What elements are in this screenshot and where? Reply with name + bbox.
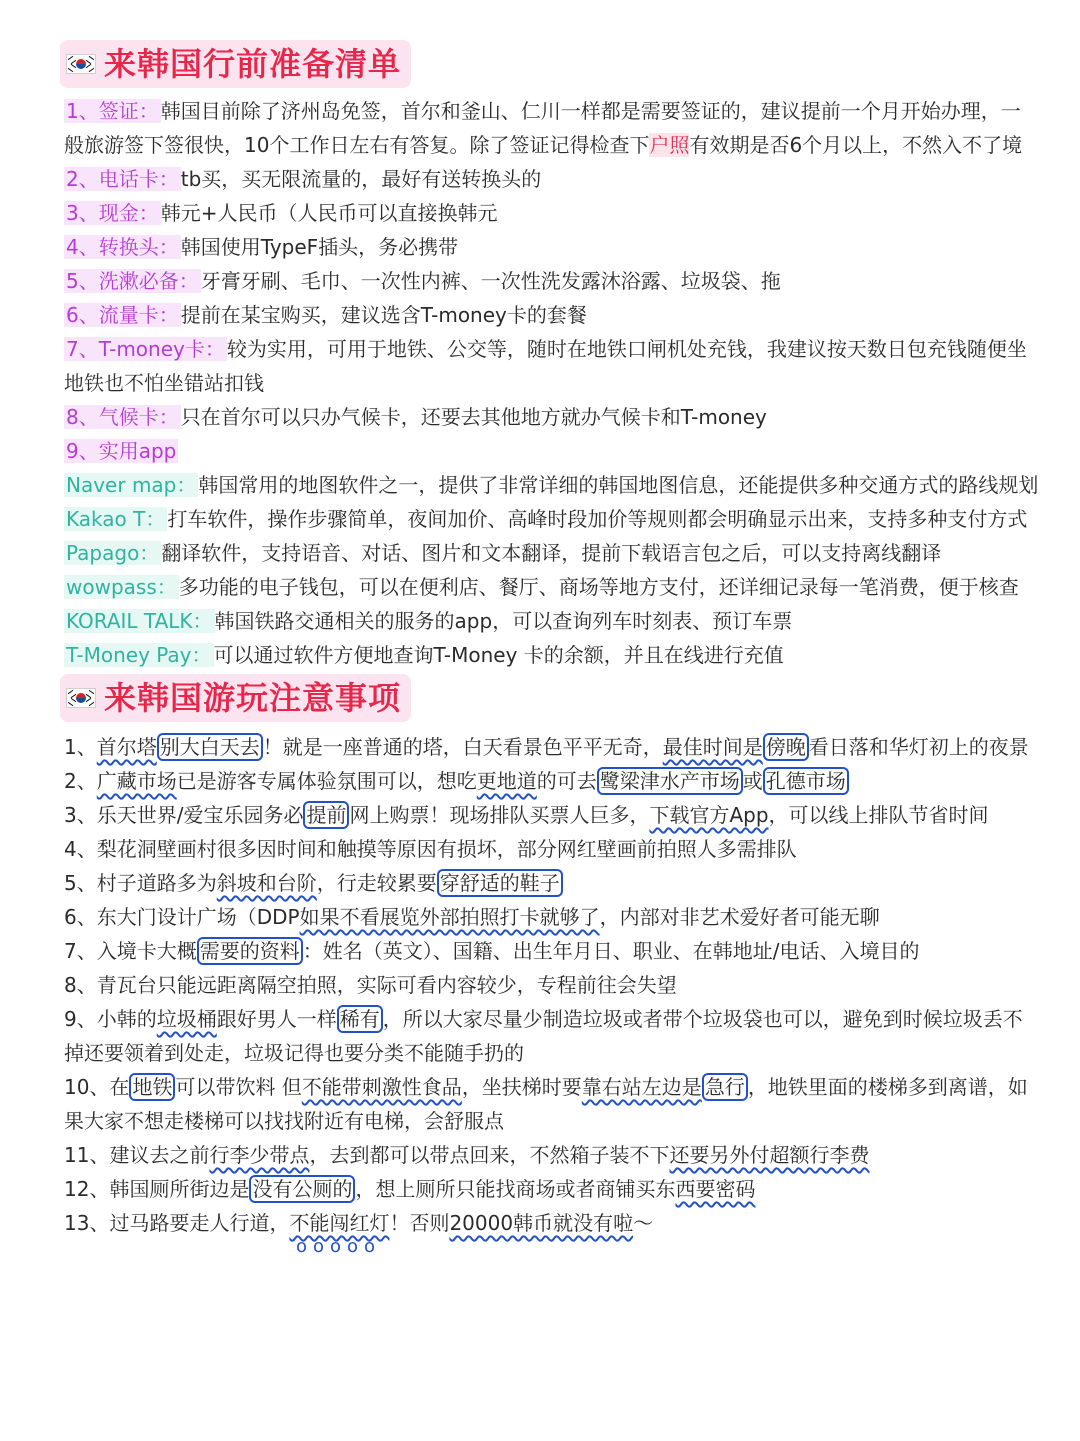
app-item: Kakao T： 打车软件，操作步骤简单，夜间加价、高峰时段加价等规则都会明确显示出来，支持多种支付方式 [66, 507, 1028, 531]
tip-text: 跟好男人一样 [216, 1007, 337, 1031]
prep-label: 8、气候卡： [66, 405, 179, 429]
tip-text: ，可以线上排队节省时间 [768, 803, 989, 827]
underlined-text: 首尔塔 [96, 735, 157, 759]
circled-text: 地铁 [129, 1073, 175, 1101]
app-label: Papago： [66, 541, 160, 565]
tip-text: 已是游客专属体验氛围可以，想吃 [176, 769, 477, 793]
prep-item-visa: 1、签证： 韩国目前除了济州岛免签，首尔和釜山、仁川一样都是需要签证的，建议提前一个月开始办理，一般旅游签下签很快，10个工作日左右有答复。除了签证记得检查下户照有效期是否6个月以上，不然入不了境 [64, 99, 1023, 157]
heading-tips-title: 来韩国游玩注意事项 [104, 679, 402, 717]
tip-item [64, 730, 1040, 764]
app-item: T-Money Pay： 可以通过软件方便地查询T-Money 卡的余额，并且在线进行充值 [66, 643, 784, 667]
underlined-text: 垃圾桶 [156, 1007, 217, 1031]
tip-item [64, 764, 1040, 798]
app-item: Papago： 翻译软件，支持语音、对话、图片和文本翻译，提前下载语言包之后，可以支持离线翻译 [66, 541, 942, 565]
circled-text: 傍晚 [763, 733, 809, 761]
tip-text: 1、 [64, 735, 97, 759]
tip-text: ，内部对非艺术爱好者可能无聊 [599, 905, 880, 929]
underlined-text: 斜坡和台阶 [216, 871, 317, 895]
tip-item [64, 1172, 1040, 1206]
tip-text: 6、东大门设计广场（DDP [64, 905, 300, 929]
tip-item [64, 1138, 1040, 1172]
tip-text: ，地铁里面的楼梯多到离谱，如果大家不想走楼梯可以找找附近有电梯，会舒服点 [64, 1075, 1028, 1133]
tip-text: 的可去 [536, 769, 597, 793]
circled-text: 穿舒适的鞋子 [437, 869, 563, 897]
circled-text: 没有公厕的 [249, 1175, 355, 1203]
tip-item [64, 1070, 1040, 1138]
tip-item [64, 934, 1040, 968]
tip-text: ，去到都可以带点回来，不然箱子装不下 [309, 1143, 670, 1167]
prep-label: 3、现金： [66, 201, 159, 225]
tip-text: 可以带饮料 但 [175, 1075, 302, 1099]
tip-text: 4、梨花洞壁画村很多因时间和触摸等原因有损坏，部分网红壁画前拍照人多需排队 [64, 837, 797, 861]
passport-highlight: 户照 [649, 133, 690, 157]
prep-item: 7、T-money卡： 较为实用，可用于地铁、公交等，随时在地铁口闸机处充钱，我建议按天数日包充钱随便坐地铁也不怕坐错站扣钱 [64, 337, 1027, 395]
tip-item [64, 1206, 1040, 1240]
tip-text: 3、乐天世界/爱宝乐园务必 [64, 803, 304, 827]
underlined-text: 如果不看展览外部拍照打卡就够了 [299, 905, 600, 929]
circled-text: 鹭梁津水产市场 [597, 767, 743, 795]
heading-prep-title: 来韩国行前准备清单 [104, 45, 402, 83]
circled-text: 提前 [303, 801, 349, 829]
prep-item: 4、转换头： 韩国使用TypeF插头，务必携带 [66, 235, 459, 259]
app-label: KORAIL TALK： [66, 609, 213, 633]
prep-label: 5、洗漱必备： [66, 269, 199, 293]
prep-item: 8、气候卡： 只在首尔可以只办气候卡，还要去其他地方就办气候卡和T-money [66, 405, 767, 429]
circled-text: 别大白天去 [157, 733, 263, 761]
app-item: KORAIL TALK： 韩国铁路交通相关的服务的app，可以查询列车时刻表、预订车票 [66, 609, 793, 633]
tip-item [64, 968, 1040, 1002]
app-item: wowpass： 多功能的电子钱包，可以在便利店、餐厅、商场等地方支付，还详细记录每一笔消费，便于核查 [66, 575, 1019, 599]
circled-text: 稀有 [337, 1005, 383, 1033]
underlined-text: 最佳时间是 [662, 735, 763, 759]
app-label: Naver map： [66, 473, 197, 497]
tip-item [64, 1002, 1040, 1070]
tip-item [64, 866, 1040, 900]
tip-text: ，坐扶梯时要 [461, 1075, 582, 1099]
prep-list [64, 94, 1040, 672]
prep-label: 1、签证： [66, 99, 159, 123]
tip-text: 7、入境卡大概 [64, 939, 197, 963]
circled-text: 需要的资料 [197, 937, 303, 965]
underlined-text: 下载官方App [649, 803, 769, 827]
tip-text: ，所以大家尽量少制造垃圾或者带个垃圾袋也可以，避免到时候垃圾丢不掉还要领着到处走，垃圾记得也要分类不能随手扔的 [64, 1007, 1023, 1065]
prep-item: 6、流量卡： 提前在某宝购买，建议选含T-money卡的套餐 [66, 303, 587, 327]
heading-tips [60, 674, 411, 722]
underlined-text: 更地道 [476, 769, 537, 793]
underlined-text: 不能带刺激性食品 [301, 1075, 462, 1099]
tip-text: 看日落和华灯初上的夜景 [808, 735, 1029, 759]
underlined-text: 20000韩币就没有啦 [449, 1211, 634, 1235]
tip-item [64, 900, 1040, 934]
tip-text: ～ [633, 1211, 654, 1235]
prep-label: 6、流量卡： [66, 303, 179, 327]
tip-text: ！否则 [389, 1211, 450, 1235]
circled-text: 急行 [702, 1073, 748, 1101]
underlined-text: 广藏市场 [96, 769, 177, 793]
underlined-text: 还要另外付超额行李费 [669, 1143, 870, 1167]
tip-text: 12、韩国厕所街边是 [64, 1177, 250, 1201]
handwritten-dots: ooooo [296, 1236, 382, 1257]
prep-label: 7、T-money卡： [66, 337, 225, 361]
korea-flag-icon [66, 54, 96, 74]
underlined-text: 行李少带点 [209, 1143, 310, 1167]
prep-item: 5、洗漱必备： 牙膏牙刷、毛巾、一次性内裤、一次性洗发露沐浴露、垃圾袋、拖 [66, 269, 781, 293]
tip-text: 13、过马路要走人行道， [64, 1211, 290, 1235]
tip-item [64, 798, 1040, 832]
tip-text: ，想上厕所只能找商场或者商铺买东 [355, 1177, 676, 1201]
tip-text: 8、青瓦台只能远距离隔空拍照，实际可看内容较少，专程前往会失望 [64, 973, 677, 997]
underlined-text: 不能闯红灯 [289, 1211, 390, 1235]
prep-item: 3、现金： 韩元+人民币（人民币可以直接换韩元 [66, 201, 498, 225]
tips-list [64, 730, 1040, 1240]
circled-text: 孔德市场 [763, 767, 849, 795]
tip-text: ，行走较累要 [316, 871, 437, 895]
tip-text: 11、建议去之前 [64, 1143, 210, 1167]
tip-text: ！就是一座普通的塔，白天看景色平平无奇， [262, 735, 663, 759]
korea-flag-icon [66, 688, 96, 708]
tip-text: 网上购票！现场排队买票人巨多， [349, 803, 650, 827]
tip-text: ：姓名（英文）、国籍、出生年月日、职业、在韩地址/电话、入境目的 [302, 939, 920, 963]
underlined-text: 西要密码 [675, 1177, 756, 1201]
app-label: Kakao T： [66, 507, 166, 531]
tip-item [64, 832, 1040, 866]
prep-item [64, 434, 1040, 468]
app-label: wowpass： [66, 575, 177, 599]
prep-label: 4、转换头： [66, 235, 179, 259]
tip-text: 2、 [64, 769, 97, 793]
heading-prep [60, 40, 411, 88]
tip-text: 9、小韩的 [64, 1007, 157, 1031]
prep-item: 2、电话卡： tb买，买无限流量的，最好有送转换头的 [66, 167, 542, 191]
app-item: Naver map： 韩国常用的地图软件之一，提供了非常详细的韩国地图信息，还能提供多种交通方式的路线规划 [66, 473, 1039, 497]
tip-text: 或 [742, 769, 763, 793]
app-label: T-Money Pay： [66, 643, 212, 667]
prep-label: 2、电话卡： [66, 167, 179, 191]
tip-text: 10、在 [64, 1075, 130, 1099]
underlined-text: 靠右站左边是 [581, 1075, 702, 1099]
tip-text: 5、村子道路多为 [64, 871, 217, 895]
prep-label: 9、实用app [66, 439, 177, 463]
